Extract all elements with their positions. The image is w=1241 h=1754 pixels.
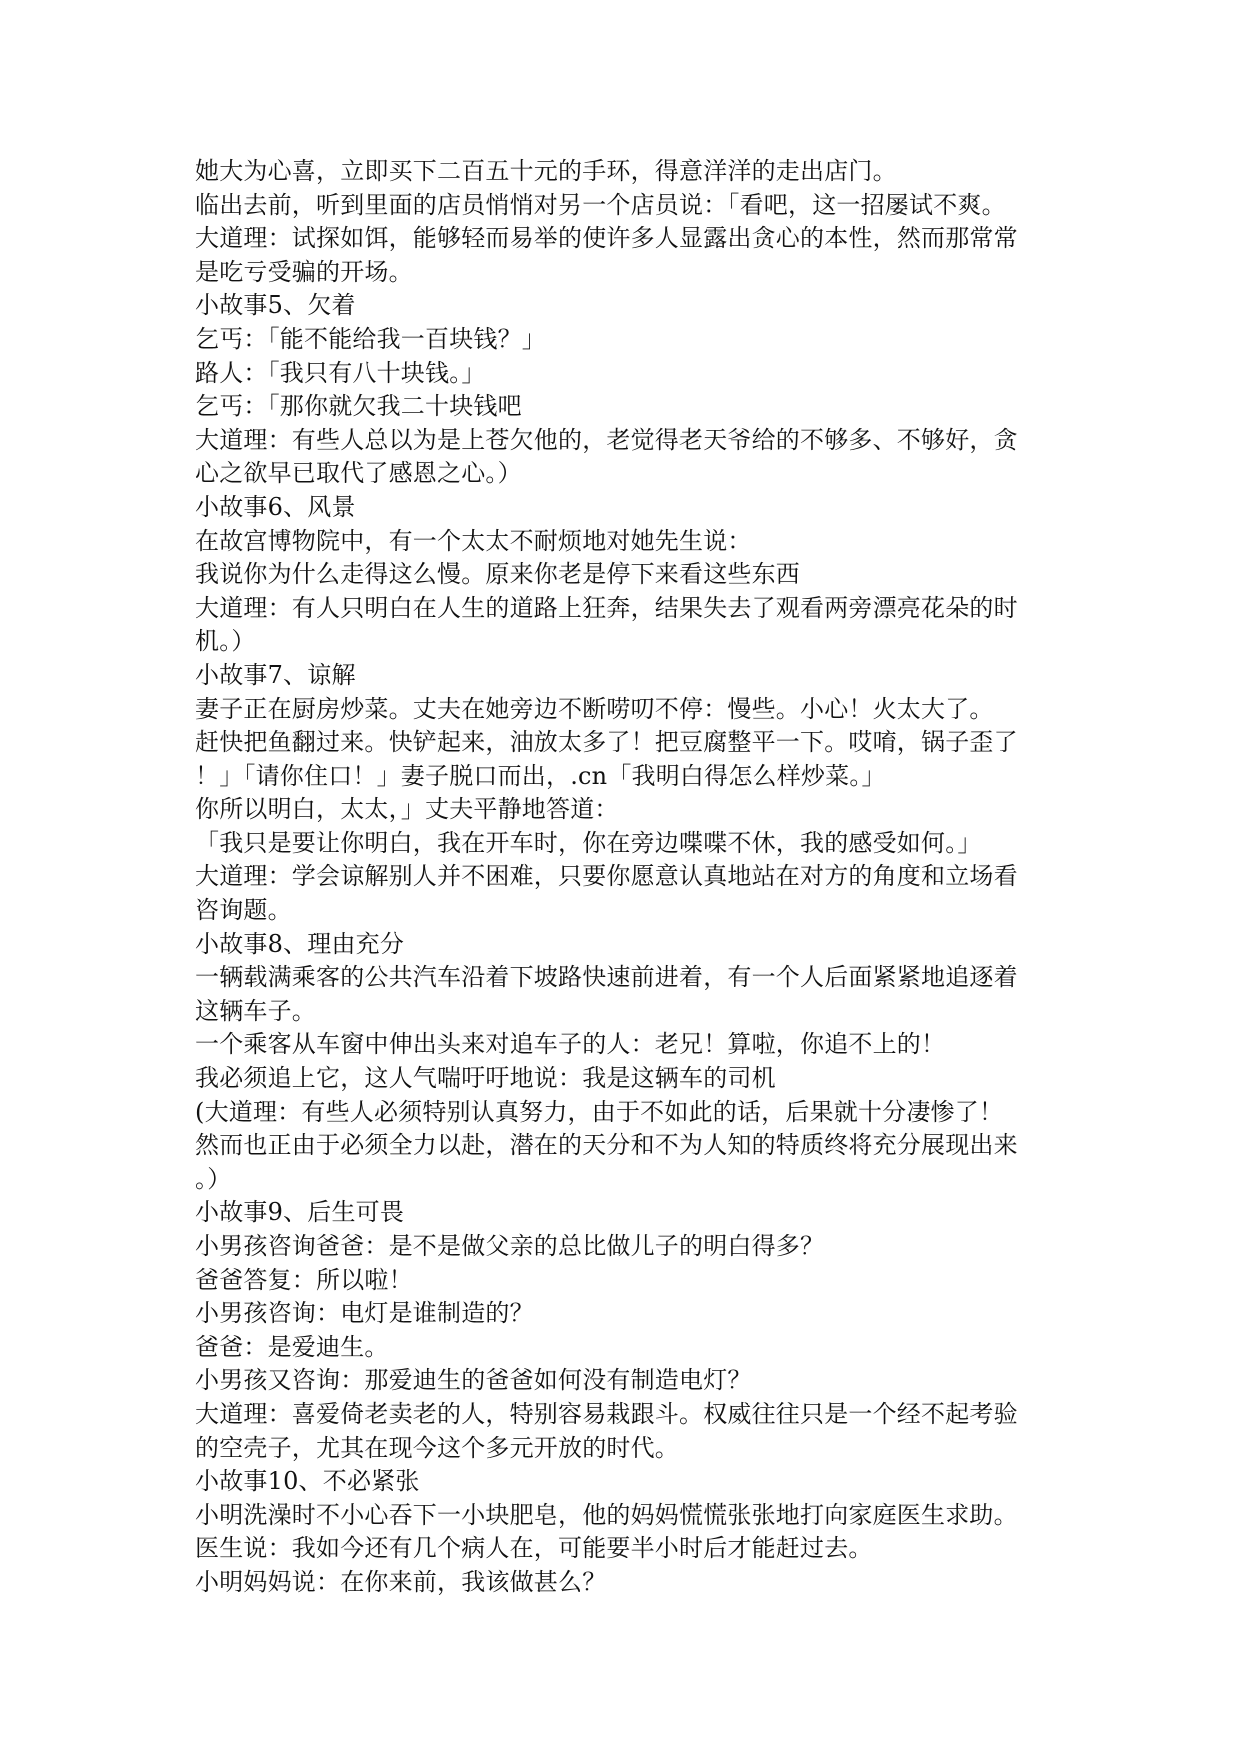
text-line: 小男孩又咨询：那爱迪生的爸爸如何没有制造电灯？: [195, 1366, 752, 1395]
text-line: 爸爸：是爱迪生。: [195, 1332, 389, 1361]
story-heading: 小故事5、欠着: [195, 291, 356, 320]
text-line: 一辆载满乘客的公共汽车沿着下坡路快速前进着，有一个人后面紧紧地追逐着: [195, 963, 1018, 992]
text-line: 乞丐：「能不能给我一百块钱？」: [195, 324, 546, 353]
text-line: 临出去前，听到里面的店员悄悄对另一个店员说：「看吧，这一招屡试不爽。: [195, 190, 1006, 219]
story-heading: 小故事8、理由充分: [195, 929, 405, 958]
story-heading: 小故事10、不必紧张: [195, 1467, 420, 1496]
text-line: 咨询题。: [195, 896, 292, 925]
text-line: 小男孩咨询：电灯是谁制造的？: [195, 1299, 534, 1328]
text-line: 一个乘客从车窗中伸出头来对追车子的人：老兄！算啦，你追不上的！: [195, 1030, 946, 1059]
text-line: 我必须追上它，这人气喘吁吁地说：我是这辆车的司机: [195, 1064, 776, 1093]
text-line: 这辆车子。: [195, 996, 316, 1025]
text-line: 小男孩咨询爸爸：是不是做父亲的总比做儿子的明白得多？: [195, 1232, 825, 1260]
text-line: 小明妈妈说：在你来前，我该做甚么？: [195, 1567, 607, 1596]
story-heading: 小故事7、谅解: [195, 660, 356, 689]
text-line: 妻子正在厨房炒菜。丈夫在她旁边不断唠叨不停：慢些。小心！火太大了。: [195, 694, 994, 723]
text-line: 然而也正由于必须全力以赴，潜在的天分和不为人知的特质终将充分展现出来: [195, 1131, 1018, 1160]
text-line: 路人：「我只有八十块钱。」: [195, 358, 486, 387]
text-line: 乞丐：「那你就欠我二十块钱吧: [195, 392, 522, 421]
text-line: 在故宫博物院中，有一个太太不耐烦地对她先生说：: [195, 526, 752, 555]
text-line: 大道理：喜爱倚老卖老的人，特别容易栽跟斗。权威往往只是一个经不起考验: [195, 1399, 1018, 1428]
story-heading: 小故事6、风景: [195, 492, 356, 521]
text-line: 我说你为什么走得这么慢。原来你老是停下来看这些东西: [195, 560, 800, 589]
text-line: 大道理：有人只明白在人生的道路上狂奔，结果失去了观看两旁漂亮花朵的时: [195, 593, 1018, 622]
text-line: 赶快把鱼翻过来。快铲起来，油放太多了！把豆腐整平一下。哎唷，锅子歪了: [195, 728, 1018, 757]
text-line: 大道理：学会谅解别人并不困难，只要你愿意认真地站在对方的角度和立场看: [195, 862, 1018, 891]
text-line: 机。）: [195, 627, 256, 656]
text-line: 大道理：试探如饵，能够轻而易举的使许多人显露出贪心的本性，然而那常常: [195, 224, 1018, 253]
document-page: [195, 155, 1055, 1600]
text-line: 的空壳子，尤其在现今这个多元开放的时代。: [195, 1433, 679, 1462]
text-line: 爸爸答复：所以啦！: [195, 1265, 413, 1294]
text-line: 医生说：我如今还有几个病人在，可能要半小时后才能赶过去。: [195, 1534, 873, 1563]
text-line: 你所以明白，太太，」丈夫平静地答道：: [195, 795, 619, 824]
text-line: 小明洗澡时不小心吞下一小块肥皂，他的妈妈慌慌张张地打向家庭医生求助。: [195, 1500, 1018, 1529]
story-heading: 小故事9、后生可畏: [195, 1198, 405, 1227]
text-line: 「我只是要让你明白，我在开车时，你在旁边喋喋不休，我的感受如何。」: [195, 828, 982, 857]
text-line: 大道理：有些人总以为是上苍欠他的，老觉得老天爷给的不够多、不够好，贪: [195, 425, 1018, 454]
text-line: 。）: [195, 1164, 232, 1193]
text-line: 是吃亏受骗的开场。: [195, 257, 413, 286]
text-line: 她大为心喜，立即买下二百五十元的手环，得意洋洋的走出店门。: [195, 157, 897, 185]
text-line: 心之欲早已取代了感恩之心。）: [195, 459, 522, 488]
text-line: (大道理：有些人必须特别认真努力，由于不如此的话，后果就十分凄惨了！: [195, 1097, 1004, 1126]
text-line: ！」「请你住口！」妻子脱口而出，.cn「我明白得怎么样炒菜。」: [195, 761, 886, 790]
